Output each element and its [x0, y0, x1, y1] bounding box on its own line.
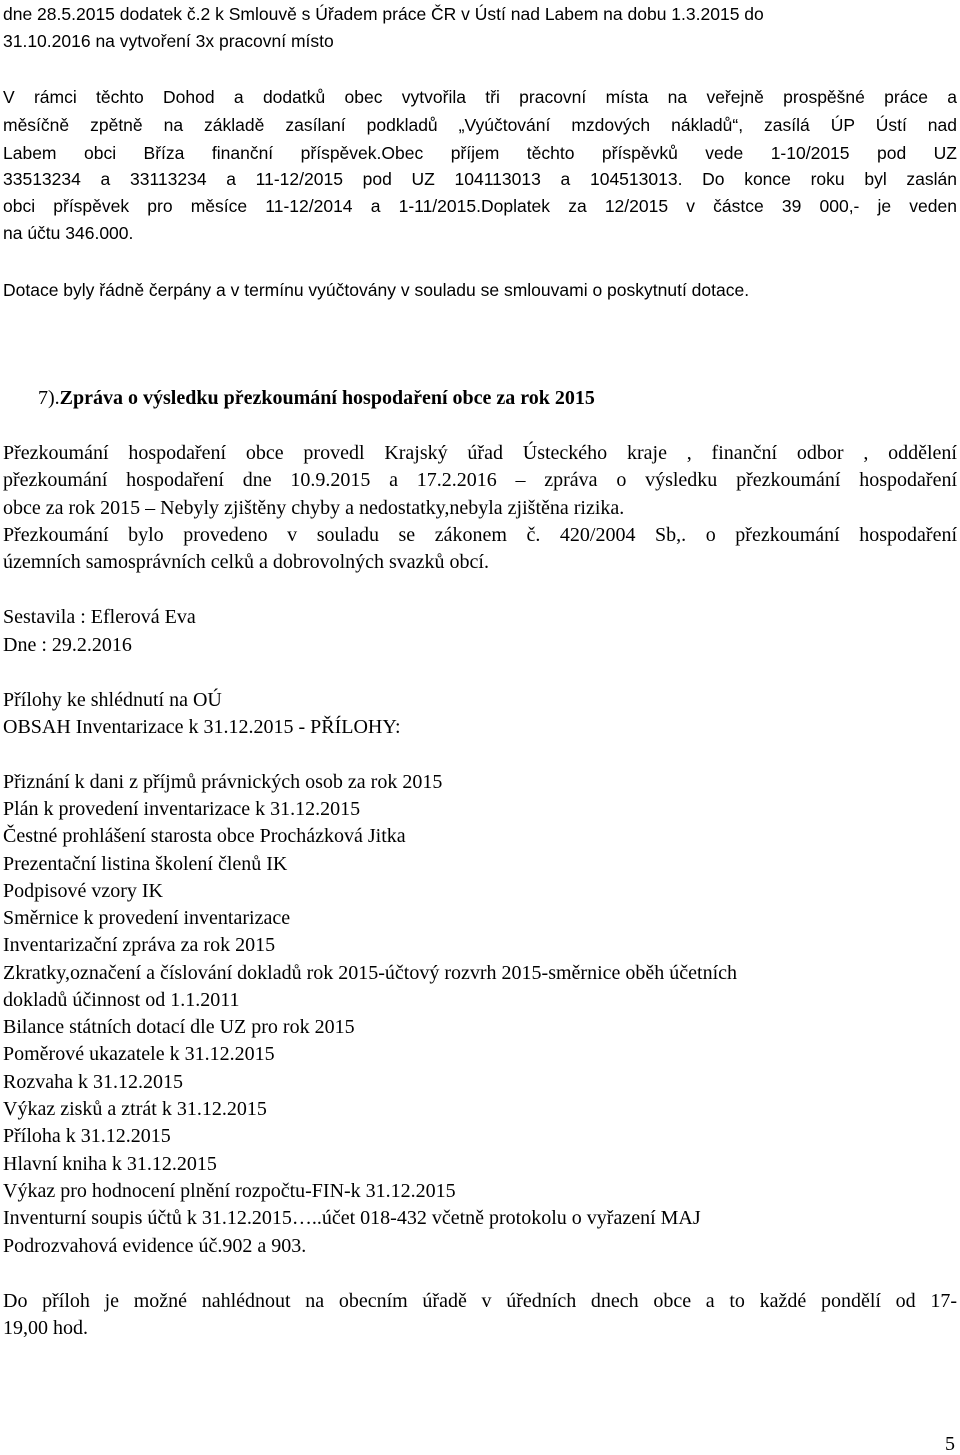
payment-paragraph-line-3b: Obec příjem těchto příspěvků vede 1-10/2015 pod UZ — [381, 143, 957, 163]
closing-line-1: Do příloh je možné nahlédnout na obecním úřadě v úředních dnech obce a to každé pondělí od 17- — [3, 1290, 957, 1312]
payment-paragraph-line-3a: Labem obci Bříza finanční příspěvek. — [3, 143, 382, 163]
attachment-item: Přiznání k dani z příjmů právnických osob za rok 2015 — [3, 771, 443, 793]
payment-paragraph-line-5: obci příspěvek pro měsíce 11-12/2014 a 1-11/2015.Doplatek za 12/2015 v částce 39 000,- je veden — [3, 196, 957, 216]
attachment-item: Bilance státních dotací dle UZ pro rok 2015 — [3, 1016, 355, 1038]
attachment-item: Příloha k 31.12.2015 — [3, 1125, 171, 1147]
payment-paragraph-line-4: 33513234 a 33113234 a 11-12/2015 pod UZ 104113013 a 104513013. Do konce roku byl zaslán — [3, 169, 957, 189]
closing-line-2: 19,00 hod. — [3, 1317, 88, 1339]
attachment-item: Inventarizační zpráva za rok 2015 — [3, 934, 276, 956]
attachments-contents-title: OBSAH Inventarizace k 31.12.2015 - PŘÍLOHY: — [3, 716, 401, 738]
attachment-item: Směrnice k provedení inventarizace — [3, 907, 291, 929]
section-7-line-5: územních samosprávních celků a dobrovolných svazků obcí. — [3, 551, 489, 573]
section-7-line-2: přezkoumání hospodaření dne 10.9.2015 a 17.2.2016 – zpráva o výsledku přezkoumání hospodaření — [3, 469, 957, 491]
section-7-line-3: obce za rok 2015 – Nebyly zjištěny chyby a nedostatky,nebyla zjištěna rizika. — [3, 497, 625, 519]
payment-paragraph-line-6: na účtu 346.000. — [3, 223, 134, 243]
attachments-intro: Přílohy ke shlédnutí na OÚ — [3, 689, 222, 711]
section-7-title: Zpráva o výsledku přezkoumání hospodaření obce za rok 2015 — [59, 387, 595, 409]
prepared-date: Dne : 29.2.2016 — [3, 634, 132, 656]
section-7-line-4: Přezkoumání bylo provedeno v souladu se zákonem č. 420/2004 Sb,. o přezkoumání hospodaření — [3, 524, 957, 546]
section-7-heading — [38, 387, 595, 409]
prepared-by: Sestavila : Eflerová Eva — [3, 606, 196, 628]
attachment-item: Hlavní kniha k 31.12.2015 — [3, 1153, 217, 1175]
attachment-item: Poměrové ukazatele k 31.12.2015 — [3, 1043, 275, 1065]
attachment-item: Inventurní soupis účtů k 31.12.2015…..účet 018-432 včetně protokolu o vyřazení MAJ — [3, 1207, 701, 1229]
attachment-item: Podpisové vzory IK — [3, 880, 163, 902]
attachment-item: Rozvaha k 31.12.2015 — [3, 1071, 183, 1093]
intro-line-1: dne 28.5.2015 dodatek č.2 k Smlouvě s Úřadem práce ČR v Ústí nad Labem na dobu 1.3.2015 do — [3, 4, 764, 24]
payment-paragraph-line-3 — [3, 142, 957, 164]
attachment-item: Podrozvahová evidence úč.902 a 903. — [3, 1235, 307, 1257]
attachment-item: dokladů účinnost od 1.1.2011 — [3, 989, 240, 1011]
attachment-item: Plán k provedení inventarizace k 31.12.2015 — [3, 798, 361, 820]
payment-paragraph-line-1: V rámci těchto Dohod a dodatků obec vytvořila tři pracovní místa na veřejně prospěšné práce a — [3, 87, 957, 107]
attachment-item: Výkaz pro hodnocení plnění rozpočtu-FIN-k 31.12.2015 — [3, 1180, 456, 1202]
subsidy-note: Dotace byly řádně čerpány a v termínu vyúčtovány v souladu se smlouvami o poskytnutí dotace. — [3, 280, 750, 300]
page-number: 5 — [945, 1433, 955, 1455]
section-7-number: 7). — [38, 387, 60, 409]
payment-paragraph-line-2: měsíčně zpětně na základě zasílaní podkladů „Vyúčtování mzdových nákladů“, zasílá ÚP Ústí nad — [3, 115, 957, 135]
intro-line-2: 31.10.2016 na vytvoření 3x pracovní místo — [3, 31, 334, 51]
attachment-item: Čestné prohlášení starosta obce Procházková Jitka — [3, 825, 406, 847]
section-7-line-1: Přezkoumání hospodaření obce provedl Krajský úřad Ústeckého kraje , finanční odbor , oddělení — [3, 442, 957, 464]
attachment-item: Prezentační listina školení členů IK — [3, 853, 288, 875]
attachment-item: Výkaz zisků a ztrát k 31.12.2015 — [3, 1098, 267, 1120]
attachment-item: Zkratky,označení a číslování dokladů rok 2015-účtový rozvrh 2015-směrnice oběh účetních — [3, 962, 738, 984]
